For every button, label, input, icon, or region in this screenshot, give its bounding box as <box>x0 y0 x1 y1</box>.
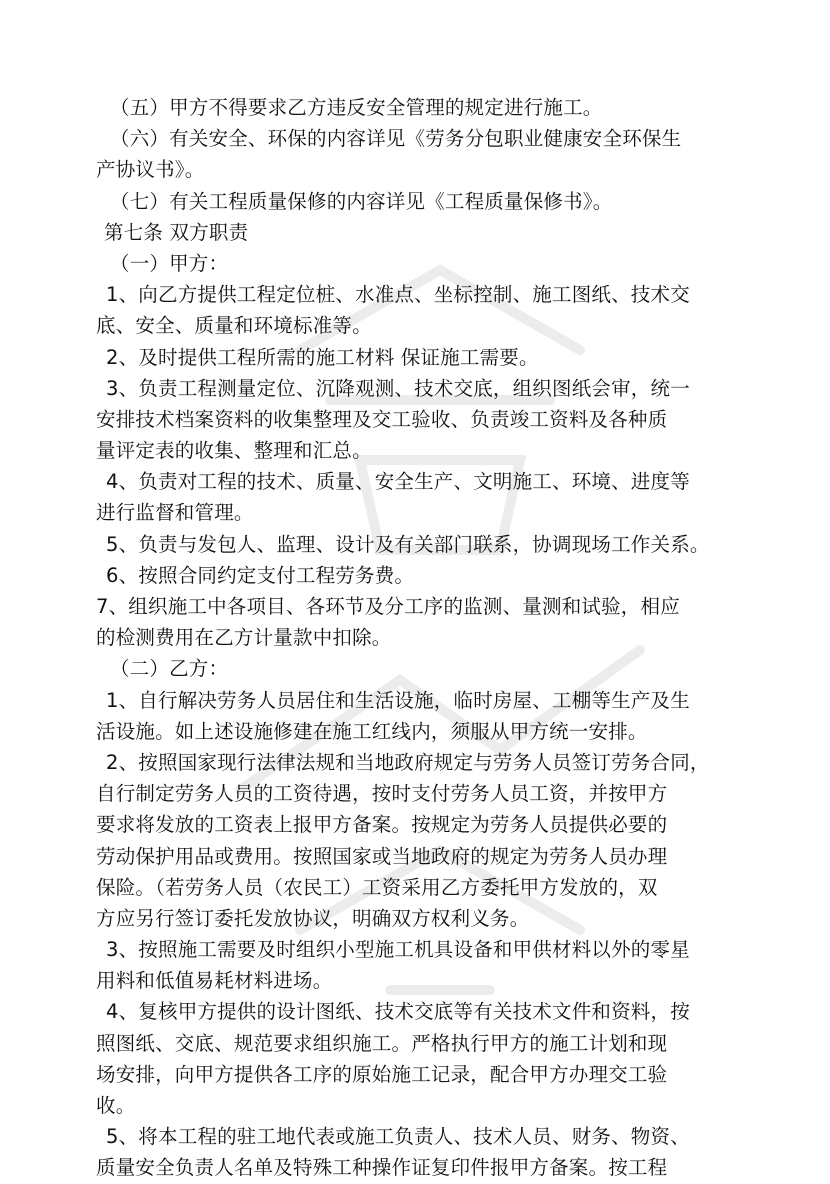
paragraph-line: 方应另行签订委托发放协议，明确双方权利义务。 <box>96 906 530 930</box>
paragraph-line: 照图纸、交底、规范要求组织施工。严格执行甲方的施工计划和现 <box>96 1031 668 1055</box>
paragraph-line: 保险。（若劳务人员（农民工）工资采用乙方委托甲方发放的，双 <box>96 875 658 899</box>
paragraph-line: 4、负责对工程的技术、质量、安全生产、文明施工、环境、进度等 <box>106 470 690 494</box>
paragraph-line: 2、按照国家现行法律法规和当地政府规定与劳务人员签订劳务合同， <box>106 750 710 774</box>
paragraph-line: 6、按照合同约定支付工程劳务费。 <box>106 563 415 587</box>
paragraph-line: 5、负责与发包人、监理、设计及有关部门联系，协调现场工作关系。 <box>106 532 710 556</box>
paragraph-line: （六）有关安全、环保的内容详见《劳务分包职业健康安全环保生 <box>110 127 682 151</box>
paragraph-line: 质量安全负责人名单及特殊工种操作证复印件报甲方备案。按工程 <box>96 1156 668 1180</box>
paragraph-line: 进行监督和管理。 <box>96 501 254 525</box>
paragraph-line: 1、向乙方提供工程定位桩、水准点、坐标控制、施工图纸、技术交 <box>106 283 690 307</box>
paragraph-line: 自行制定劳务人员的工资待遇，按时支付劳务人员工资，并按甲方 <box>96 782 668 806</box>
paragraph-line: 2、及时提供工程所需的施工材料 保证施工需要。 <box>106 345 539 369</box>
document-body <box>96 92 756 1184</box>
paragraph-line: 场安排，向甲方提供各工序的原始施工记录，配合甲方办理交工验 <box>96 1062 668 1086</box>
paragraph-line: 用料和低值易耗材料进场。 <box>96 969 333 993</box>
paragraph-line: 劳动保护用品或费用。按照国家或当地政府的规定为劳务人员办理 <box>96 844 668 868</box>
paragraph-line: 1、自行解决劳务人员居住和生活设施，临时房屋、工棚等生产及生 <box>106 688 690 712</box>
paragraph-line: 底、安全、质量和环境标准等。 <box>96 314 372 338</box>
paragraph-line: （七）有关工程质量保修的内容详见《工程质量保修书》。 <box>110 189 613 213</box>
paragraph-line: 的检测费用在乙方计量款中扣除。 <box>96 626 392 650</box>
section-heading: 第七条 双方职责 <box>104 220 249 244</box>
paragraph-line: 收。 <box>96 1094 136 1117</box>
paragraph-line: 5、将本工程的驻工地代表或施工负责人、技术人员、财务、物资、 <box>106 1125 690 1149</box>
subsection-heading: （一）甲方： <box>110 251 229 275</box>
paragraph-line: 量评定表的收集、整理和汇总。 <box>96 439 372 463</box>
paragraph-line: 要求将发放的工资表上报甲方备案。按规定为劳务人员提供必要的 <box>96 813 668 837</box>
paragraph-line: 3、负责工程测量定位、沉降观测、技术交底，组织图纸会审，统一 <box>106 376 690 400</box>
paragraph-line: （五）甲方不得要求乙方违反安全管理的规定进行施工。 <box>110 96 603 119</box>
paragraph-line: 活设施。如上述设施修建在施工红线内，须服从甲方统一安排。 <box>96 719 648 743</box>
subsection-heading: （二）乙方： <box>110 657 229 681</box>
paragraph-line: 安排技术档案资料的收集整理及交工验收、负责竣工资料及各种质 <box>96 407 668 431</box>
paragraph-line: 产协议书》。 <box>96 158 205 182</box>
paragraph-line: 4、复核甲方提供的设计图纸、技术交底等有关技术文件和资料，按 <box>106 1000 690 1024</box>
paragraph-line: 3、按照施工需要及时组织小型施工机具设备和甲供材料以外的零星 <box>106 938 690 962</box>
paragraph-line: 7、组织施工中各项目、各环节及分工序的监测、量测和试验，相应 <box>96 595 680 618</box>
